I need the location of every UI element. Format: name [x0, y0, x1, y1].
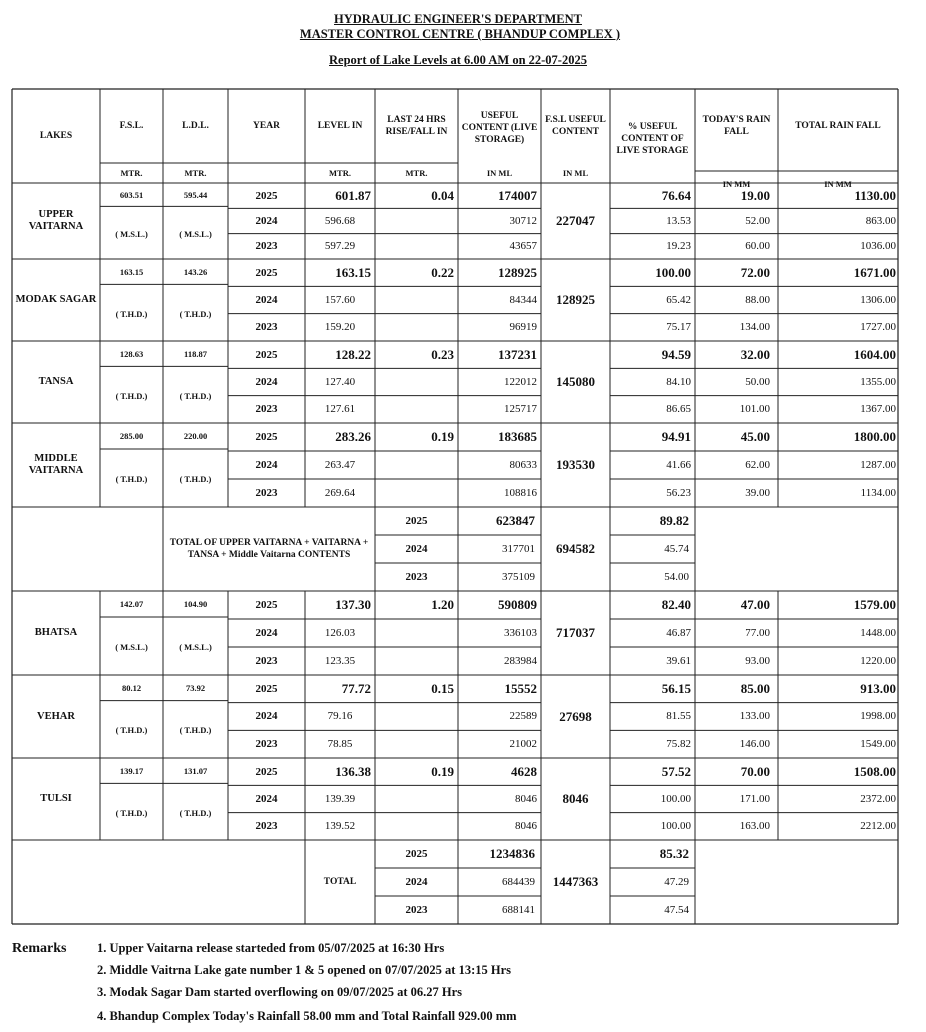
- pct-cell: 86.65: [666, 403, 691, 416]
- col-ldl: L.D.L.: [182, 121, 209, 131]
- fsl-useful-value: 717037: [556, 625, 595, 640]
- level-cell: 601.87: [335, 187, 371, 203]
- fsl-value: 128.63: [119, 348, 144, 359]
- pct-cell: 94.91: [661, 429, 691, 444]
- today-rain-cell: 146.00: [739, 738, 770, 751]
- total-rain-cell: 1306.00: [860, 293, 896, 306]
- total-rain-cell: 1287.00: [860, 459, 896, 471]
- year-cell: 2024: [255, 214, 278, 227]
- year-cell: 2025: [255, 765, 278, 778]
- pct-cell: 65.42: [666, 293, 691, 306]
- useful-cell: 22589: [509, 710, 537, 723]
- total-rain-cell: 1579.00: [853, 597, 896, 612]
- fsl-value: 603.51: [119, 189, 144, 200]
- ldl-value: 595.44: [183, 189, 208, 200]
- total-useful-cell: 623847: [496, 513, 535, 528]
- total-pct-cell: 89.82: [659, 513, 689, 528]
- datum-label: ( T.H.D.): [179, 308, 212, 319]
- level-cell: 163.15: [335, 264, 371, 280]
- total-rain-cell: 1604.00: [853, 346, 896, 362]
- useful-cell: 8046: [515, 792, 537, 805]
- total-rain-cell: 1508.00: [853, 763, 896, 779]
- unit-today: IN MM: [722, 179, 751, 189]
- useful-cell: 84344: [509, 293, 537, 306]
- today-rain-cell: 19.00: [740, 187, 770, 203]
- pct-cell: 100.00: [660, 792, 691, 805]
- today-rain-cell: 47.00: [740, 597, 770, 612]
- unit-rise: MTR.: [405, 168, 428, 178]
- year-cell: 2023: [255, 820, 278, 833]
- department-title: HYDRAULIC ENGINEER'S DEPARTMENT: [334, 12, 582, 26]
- useful-cell: 183685: [498, 429, 537, 444]
- level-cell: 123.35: [324, 655, 356, 667]
- total-year-cell: 2024: [405, 543, 428, 555]
- total-pct-cell: 85.32: [659, 846, 689, 861]
- total-rain-cell: 1800.00: [853, 429, 896, 444]
- total-year-cell: 2024: [405, 876, 428, 888]
- total-year-cell: 2023: [405, 571, 428, 583]
- today-rain-cell: 70.00: [740, 763, 770, 779]
- lake-name: BHATSA: [34, 627, 78, 638]
- datum-label: ( T.H.D.): [179, 725, 212, 736]
- fsl-useful-value: 193530: [556, 457, 595, 472]
- year-cell: 2024: [255, 375, 278, 388]
- level-cell: 139.52: [324, 820, 356, 833]
- today-rain-cell: 62.00: [745, 459, 770, 471]
- year-cell: 2023: [255, 403, 278, 416]
- year-cell: 2023: [255, 487, 278, 499]
- total-pct-cell: 54.00: [664, 571, 689, 583]
- pct-cell: 75.82: [666, 738, 691, 751]
- useful-cell: 174007: [498, 187, 537, 203]
- useful-cell: 80633: [509, 459, 537, 471]
- ldl-value: 131.07: [183, 765, 208, 776]
- ldl-value: 104.90: [183, 599, 208, 609]
- level-cell: 127.40: [324, 375, 356, 388]
- total-rain-cell: 1998.00: [860, 710, 896, 723]
- year-cell: 2025: [255, 682, 278, 695]
- col-total: TOTAL RAIN FALL: [795, 121, 881, 131]
- total-rain-cell: 1130.00: [854, 187, 896, 203]
- level-cell: 127.61: [324, 403, 356, 416]
- level-cell: 597.29: [324, 240, 356, 253]
- lake-name: TANSA: [38, 376, 74, 387]
- useful-cell: 4628: [511, 763, 537, 779]
- level-cell: 79.16: [327, 710, 353, 723]
- col-year: YEAR: [253, 121, 280, 131]
- col-fsl: F.S.L.: [119, 121, 144, 131]
- today-rain-cell: 52.00: [745, 214, 770, 227]
- useful-cell: 125717: [504, 403, 537, 416]
- total-useful-cell: 317701: [502, 543, 535, 555]
- pct-cell: 19.23: [666, 240, 691, 253]
- col-lakes: LAKES: [39, 131, 73, 141]
- total-year-cell: 2025: [405, 848, 428, 860]
- today-rain-cell: 39.00: [745, 487, 770, 499]
- pct-cell: 39.61: [666, 655, 691, 667]
- fsl-value: 139.17: [119, 765, 144, 776]
- col-rise: LAST 24 HRS RISE/FALL IN: [385, 115, 448, 137]
- total-rain-cell: 913.00: [860, 680, 896, 696]
- fsl-useful-value: 8046: [562, 791, 589, 806]
- total-rain-cell: 1220.00: [860, 655, 896, 667]
- fsl-useful-value: 27698: [559, 708, 592, 724]
- today-rain-cell: 163.00: [739, 820, 770, 833]
- centre-title: MASTER CONTROL CENTRE ( BHANDUP COMPLEX ): [299, 27, 621, 41]
- datum-label: ( T.H.D.): [115, 390, 148, 401]
- total-rain-cell: 2212.00: [860, 820, 896, 833]
- level-cell: 139.39: [324, 792, 356, 805]
- today-rain-cell: 133.00: [739, 710, 770, 723]
- useful-cell: 15552: [504, 680, 537, 696]
- total-pct-cell: 45.74: [664, 543, 689, 555]
- rise-value: 1.20: [431, 597, 454, 612]
- datum-label: ( T.H.D.): [115, 474, 148, 484]
- useful-cell: 30712: [509, 214, 537, 227]
- pct-cell: 82.40: [661, 597, 691, 612]
- year-cell: 2025: [255, 348, 278, 361]
- fsl-value: 285.00: [119, 431, 144, 441]
- level-cell: 126.03: [324, 627, 356, 639]
- total-rain-cell: 1036.00: [860, 240, 896, 253]
- col-pct: % USEFUL CONTENT OF LIVE STORAGE: [616, 122, 689, 156]
- report-title: Report of Lake Levels at 6.00 AM on 22-07-2025: [329, 53, 587, 67]
- level-cell: 283.26: [335, 429, 371, 444]
- today-rain-cell: 72.00: [740, 264, 770, 280]
- fsl-useful-value: 227047: [556, 213, 595, 228]
- pct-cell: 56.23: [666, 487, 691, 499]
- pct-cell: 13.53: [666, 214, 691, 227]
- grand-total-label: TOTAL: [323, 877, 357, 887]
- total-fsl-useful: 1447363: [552, 874, 599, 889]
- today-rain-cell: 77.00: [745, 627, 770, 639]
- datum-label: ( M.S.L.): [115, 228, 148, 239]
- total-rain-cell: 863.00: [865, 214, 896, 227]
- level-cell: 137.30: [335, 597, 371, 612]
- level-cell: 269.64: [324, 487, 356, 499]
- fsl-value: 142.07: [119, 599, 144, 609]
- pct-cell: 57.52: [661, 763, 691, 779]
- level-cell: 157.60: [324, 293, 356, 306]
- pct-cell: 46.87: [666, 627, 691, 639]
- pct-cell: 94.59: [661, 346, 691, 362]
- rise-value: 0.19: [431, 429, 454, 444]
- total-rain-cell: 1367.00: [860, 403, 896, 416]
- level-cell: 263.47: [324, 459, 356, 471]
- today-rain-cell: 171.00: [739, 792, 770, 805]
- remarks-label: Remarks: [12, 941, 67, 956]
- year-cell: 2023: [255, 738, 278, 751]
- total-rain-cell: 1671.00: [853, 264, 896, 280]
- pct-cell: 75.17: [666, 321, 691, 334]
- total-useful-cell: 688141: [502, 904, 535, 916]
- year-cell: 2024: [255, 459, 278, 471]
- useful-cell: 590809: [498, 597, 537, 612]
- col-today: TODAY'S RAIN FALL: [702, 115, 771, 137]
- unit-fsl: MTR.: [120, 168, 143, 178]
- pct-cell: 84.10: [666, 375, 691, 388]
- rise-value: 0.22: [431, 264, 454, 280]
- remark-2: 2. Middle Vaitrna Lake gate number 1 & 5 opened on 07/07/2025 at 13:15 Hrs: [97, 963, 512, 977]
- subtotal-label: TOTAL OF UPPER VAITARNA + VAITARNA + TANSA + Middle Vaitarna CONTENTS: [169, 538, 369, 560]
- useful-cell: 43657: [509, 240, 537, 253]
- useful-cell: 122012: [504, 375, 537, 388]
- today-rain-cell: 60.00: [745, 240, 770, 253]
- today-rain-cell: 88.00: [745, 293, 770, 306]
- lake-name: VEHAR: [37, 710, 75, 722]
- year-cell: 2025: [255, 431, 278, 443]
- total-rain-cell: 1448.00: [860, 627, 896, 639]
- useful-cell: 283984: [504, 655, 537, 667]
- unit-level: MTR.: [329, 168, 351, 178]
- year-cell: 2024: [255, 792, 278, 805]
- today-rain-cell: 134.00: [739, 321, 770, 334]
- total-rain-cell: 1134.00: [860, 487, 896, 499]
- year-cell: 2024: [255, 710, 278, 723]
- fsl-value: 163.15: [119, 266, 144, 277]
- lake-name: TULSI: [40, 793, 72, 804]
- col-useful: USEFUL CONTENT (LIVE STORAGE): [461, 111, 538, 145]
- unit-ldl: MTR.: [184, 168, 207, 178]
- pct-cell: 76.64: [661, 187, 691, 203]
- today-rain-cell: 32.00: [740, 346, 770, 362]
- total-fsl-useful: 694582: [556, 541, 595, 556]
- datum-label: ( T.H.D.): [115, 308, 148, 319]
- year-cell: 2023: [255, 321, 278, 334]
- datum-label: ( M.S.L.): [179, 642, 212, 652]
- year-cell: 2025: [255, 266, 278, 279]
- pct-cell: 56.15: [661, 680, 691, 696]
- total-pct-cell: 47.29: [664, 876, 689, 888]
- remark-4: 4. Bhandup Complex Today's Rainfall 58.00 mm and Total Rainfall 929.00 mm: [97, 1009, 517, 1023]
- total-year-cell: 2023: [405, 904, 428, 916]
- year-cell: 2025: [255, 189, 278, 202]
- datum-label: ( T.H.D.): [115, 725, 148, 736]
- lake-name: MODAK SAGAR: [15, 294, 97, 305]
- total-rain-cell: 1549.00: [860, 738, 896, 751]
- rise-value: 0.19: [431, 763, 454, 779]
- ldl-value: 73.92: [185, 682, 206, 693]
- fsl-value: 80.12: [121, 682, 142, 693]
- fsl-useful-value: 145080: [556, 374, 595, 389]
- level-cell: 128.22: [335, 346, 371, 362]
- year-cell: 2025: [255, 599, 278, 611]
- total-useful-cell: 1234836: [489, 846, 535, 861]
- total-year-cell: 2025: [405, 515, 428, 527]
- level-cell: 77.72: [341, 680, 371, 696]
- useful-cell: 21002: [509, 738, 537, 751]
- year-cell: 2023: [255, 240, 278, 253]
- rise-value: 0.15: [431, 680, 454, 696]
- datum-label: ( T.H.D.): [179, 390, 212, 401]
- datum-label: ( T.H.D.): [115, 807, 148, 818]
- total-pct-cell: 47.54: [664, 904, 689, 916]
- datum-label: ( T.H.D.): [179, 474, 212, 484]
- datum-label: ( T.H.D.): [179, 807, 212, 818]
- today-rain-cell: 45.00: [740, 429, 770, 444]
- rise-value: 0.04: [431, 187, 454, 203]
- year-cell: 2024: [255, 293, 278, 306]
- level-cell: 596.68: [324, 214, 356, 227]
- unit-fsl-useful: IN ML: [562, 168, 589, 178]
- remark-1: 1. Upper Vaitarna release starteded from 05/07/2025 at 16:30 Hrs: [97, 941, 445, 955]
- useful-cell: 8046: [515, 820, 537, 833]
- level-cell: 159.20: [324, 321, 356, 334]
- ldl-value: 118.87: [184, 348, 207, 359]
- datum-label: ( M.S.L.): [179, 228, 212, 239]
- today-rain-cell: 101.00: [739, 403, 770, 416]
- ldl-value: 143.26: [183, 266, 208, 277]
- col-level: LEVEL IN: [317, 121, 363, 131]
- level-cell: 78.85: [327, 738, 353, 751]
- useful-cell: 336103: [504, 627, 537, 639]
- remark-3: 3. Modak Sagar Dam started overflowing on 09/07/2025 at 06.27 Hrs: [97, 985, 463, 999]
- total-useful-cell: 375109: [502, 571, 535, 583]
- pct-cell: 100.00: [660, 820, 691, 833]
- col-fsl-useful: F.S.L USEFUL CONTENT: [545, 115, 606, 137]
- unit-useful: IN ML: [486, 168, 513, 178]
- fsl-useful-value: 128925: [556, 292, 595, 307]
- pct-cell: 100.00: [655, 264, 691, 280]
- today-rain-cell: 50.00: [745, 375, 770, 388]
- total-rain-cell: 1727.00: [860, 321, 896, 334]
- pct-cell: 81.55: [666, 710, 691, 723]
- datum-label: ( M.S.L.): [115, 642, 148, 652]
- rise-value: 0.23: [431, 346, 454, 362]
- useful-cell: 137231: [498, 346, 537, 362]
- useful-cell: 108816: [504, 487, 537, 499]
- year-cell: 2024: [255, 627, 278, 639]
- total-rain-cell: 2372.00: [860, 792, 896, 805]
- level-cell: 136.38: [335, 763, 371, 779]
- today-rain-cell: 93.00: [745, 655, 770, 667]
- pct-cell: 41.66: [666, 459, 691, 471]
- lake-name: UPPER VAITARNA: [28, 209, 84, 232]
- useful-cell: 128925: [498, 264, 537, 280]
- ldl-value: 220.00: [183, 431, 208, 441]
- lake-name: MIDDLE VAITARNA: [28, 453, 84, 476]
- total-useful-cell: 684439: [502, 876, 535, 888]
- total-rain-cell: 1355.00: [860, 375, 896, 388]
- unit-total: IN MM: [824, 179, 852, 189]
- today-rain-cell: 85.00: [740, 680, 770, 696]
- year-cell: 2023: [255, 655, 278, 667]
- useful-cell: 96919: [509, 321, 537, 334]
